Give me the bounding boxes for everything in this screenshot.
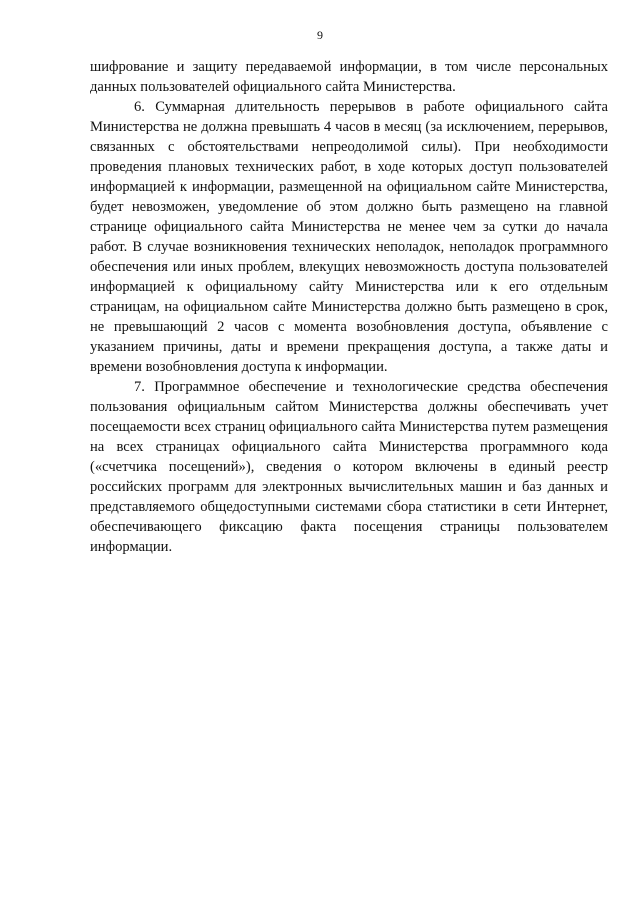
- page-number: 9: [317, 28, 323, 42]
- paragraph-continuation: шифрование и защиту передаваемой информации, в том числе персональных данных пользователей официального сайта Министерства.: [90, 59, 608, 95]
- paragraph-item-7: 7. Программное обеспечение и технологические средства обеспечения пользования официальным сайтом Министерства должны обеспечивать учет посещаемости всех страниц официального сайта Министерства путем размещения на всех страницах официального сайта Министерства программного кода («счетчика посещений»), сведения о котором включены в единый реестр российских программ для электронных вычислительных машин и баз данных и представляемого общедоступными системами сбора статистики в сети Интернет, обеспечивающего фиксацию факта посещения страницы пользователем информации.: [90, 379, 608, 555]
- document-body: [90, 57, 608, 557]
- paragraph-item-6: 6. Суммарная длительность перерывов в работе официального сайта Министерства не должна превышать 4 часов в месяц (за исключением, перерывов, связанных с обстоятельствами непреодолимой силы). При необходимости проведения плановых технических работ, в ходе которых доступ пользователей информацией к информации, размещенной на официальном сайте Министерства, будет невозможен, уведомление об этом должно быть размещено на главной странице официального сайта Министерства не менее чем за сутки до начала работ. В случае возникновения технических неполадок, неполадок программного обеспечения или иных проблем, влекущих невозможность доступа пользователей информацией к официальному сайту Министерства или к его отдельным страницам, на официальном сайте Министерства должно быть размещено в срок, не превышающий 2 часов с момента возобновления доступа, объявление с указанием причины, даты и времени прекращения доступа, а также даты и времени возобновления доступа к информации.: [90, 99, 608, 375]
